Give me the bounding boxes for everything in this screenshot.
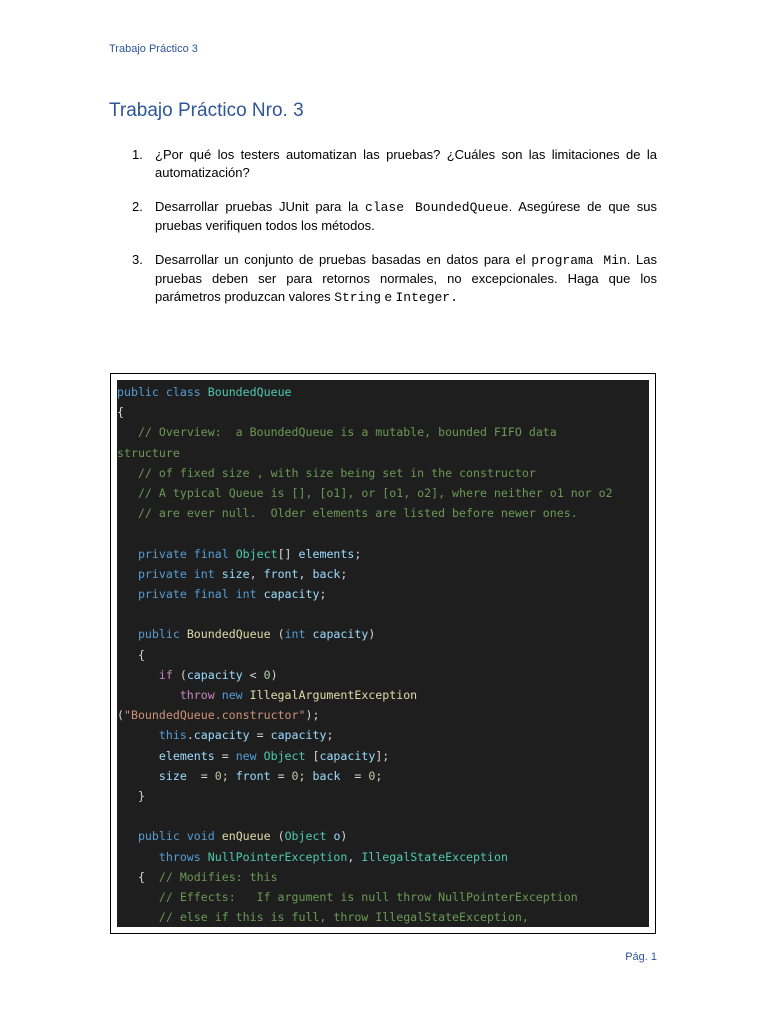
inline-code: String [334,290,382,305]
code-token: elements [298,546,355,561]
code-token: // else if this is full, throw IllegalStateException, [158,910,529,925]
page-number: Pág. 1 [625,951,657,963]
code-token: capacity [263,587,320,601]
code-token: // Modifies: this [158,869,278,884]
code-line [117,867,649,887]
code-token: size [158,768,187,783]
code-token: ; [354,546,362,561]
code-line [117,725,649,745]
code-line [117,887,649,907]
code-line [117,665,649,685]
code-token: BoundedQueue [207,385,292,399]
code-token: private [137,546,194,561]
code-line [117,806,649,826]
code-token [117,668,159,682]
question-text: Desarrollar un conjunto de pruebas basadas en datos para el [155,252,532,267]
code-token [117,587,138,601]
code-token: ) [270,667,278,682]
code-token: ; [319,587,327,601]
code-token: ; [298,768,313,783]
code-token: public [117,385,166,399]
code-token: , [347,849,362,864]
code-token: capacity [319,748,376,763]
code-token: ( [117,708,124,723]
code-token: ; [326,728,334,743]
code-token: capacity [186,667,243,682]
code-token: // of fixed size , with size being set in the constructor [137,465,536,480]
code-token: final [193,587,236,601]
code-token: Object [263,748,313,763]
code-line [117,786,649,806]
question-text: Desarrollar pruebas JUnit para la [155,199,366,214]
code-token: IllegalStateException [361,849,508,864]
question-number: 1. [132,147,143,162]
code-line [117,847,649,867]
code-line [117,402,649,422]
code-line [117,645,649,665]
code-token: ; [221,768,236,783]
code-token: ( [277,829,285,844]
code-token: new [235,748,264,763]
code-token: back [312,768,341,783]
code-token: IllegalArgumentException [249,688,418,702]
code-token [117,850,159,864]
code-token [117,486,138,500]
code-token: private [137,587,194,601]
code-token: [ [312,748,320,763]
code-token: , [298,566,313,581]
code-token: ) [368,627,376,642]
code-token: structure [117,445,180,460]
code-line [117,382,649,402]
question-text: . Asegúrese de que sus pruebas verifiquen todos los métodos. [155,199,657,233]
code-token: capacity [193,728,250,743]
code-token [117,547,138,561]
code-token [117,466,138,480]
code-line [117,523,649,543]
code-token: class [165,385,208,399]
code-token [117,425,138,439]
code-token: int [235,587,264,601]
code-token: final [193,546,236,561]
code-token: elements [158,748,215,763]
code-line [117,685,649,705]
code-token: void [186,829,222,844]
code-token: , [249,566,264,581]
question-text: ¿Por qué los testers automatizan las pruebas? ¿Cuáles son las limitaciones de la automatización? [155,147,657,180]
code-token: size [221,566,250,581]
code-token: 0 [263,667,271,682]
code-token: < [242,667,264,682]
code-token: o [333,829,341,844]
code-line [117,604,649,624]
question-item [109,146,657,182]
code-token: { [117,405,124,420]
code-token: . [186,728,194,743]
code-line [117,564,649,584]
code-line [117,503,649,523]
code-token: Object [235,546,278,561]
code-token: throws [158,849,208,864]
code-token: this [158,728,187,743]
code-token: capacity [270,728,327,743]
code-token: public [137,829,187,844]
inline-code: programa Min [531,253,627,268]
code-line [117,746,649,766]
code-token: // A typical Queue is [], [o1], or [o1, o2], where neither o1 nor o2 [137,486,613,500]
code-token: // Overview: a BoundedQueue is a mutable, bounded FIFO data [137,425,557,440]
code-token: 0 [368,768,376,783]
question-text: . Las pruebas deben ser para retornos normales, no excepcionales. Haga que los parámetros produzcan valores [155,252,657,304]
code-token: } [117,789,145,803]
code-token: "BoundedQueue.constructor" [123,708,306,723]
code-token [117,506,138,520]
code-token: 0 [214,768,222,783]
code-line [117,544,649,564]
code-line [117,705,649,725]
code-token: ; [340,566,348,581]
code-token: = [214,748,236,763]
code-token: NullPointerException [207,849,348,864]
code-token: capacity [312,627,369,642]
code-token: ]; [375,748,390,763]
code-token [117,728,159,742]
question-list [109,146,657,323]
code-line [117,422,649,442]
code-token [117,910,159,924]
code-token: = [340,768,369,783]
question-item [109,198,657,235]
code-token [117,688,180,702]
code-token: front [235,768,271,783]
code-token: ( [179,667,187,682]
question-text: e [381,289,396,304]
code-token: // are ever null. Older elements are listed before newer ones. [137,506,578,521]
code-token: private [137,566,194,581]
code-token: ); [305,708,320,723]
code-token: ; [375,768,383,783]
code-token: new [221,688,250,702]
code-token [117,769,159,783]
question-number: 3. [132,252,143,267]
running-header: Trabajo Práctico 3 [109,43,198,55]
code-token: public [137,627,187,642]
code-token: // Effects: If argument is null throw NullPointerException [158,890,578,904]
code-line [117,584,649,604]
code-figure-frame [110,373,656,934]
question-item [109,251,657,307]
code-token [117,627,138,641]
code-token: int [284,627,313,642]
document-title: Trabajo Práctico Nro. 3 [109,100,304,121]
code-token: Object [284,829,334,844]
code-block [117,380,649,927]
question-number: 2. [132,199,143,214]
code-token: [] [277,546,299,561]
code-line [117,826,649,846]
code-token [117,567,138,581]
inline-code: Integer [395,290,451,305]
code-token: int [193,566,222,581]
code-token: ( [277,627,285,642]
code-token: { [117,869,159,884]
code-token: back [312,566,341,581]
code-token: enQueue [221,829,278,844]
code-token: 0 [291,768,299,783]
code-token [117,890,159,904]
code-token: = [186,768,215,783]
code-token: { [117,647,145,662]
code-line [117,624,649,644]
code-line [117,463,649,483]
code-token [117,749,159,763]
code-token: BoundedQueue [186,627,278,642]
code-token: ) [340,829,348,844]
code-token [117,829,138,843]
code-token: front [263,566,299,581]
inline-code: clase BoundedQueue [365,200,509,215]
question-text: . [450,290,458,305]
code-line [117,483,649,503]
code-line [117,443,649,463]
code-token: = [249,728,271,743]
code-token: throw [179,688,222,702]
code-line [117,766,649,786]
code-line [117,907,649,927]
code-token: if [158,667,180,682]
code-token: = [270,768,292,783]
